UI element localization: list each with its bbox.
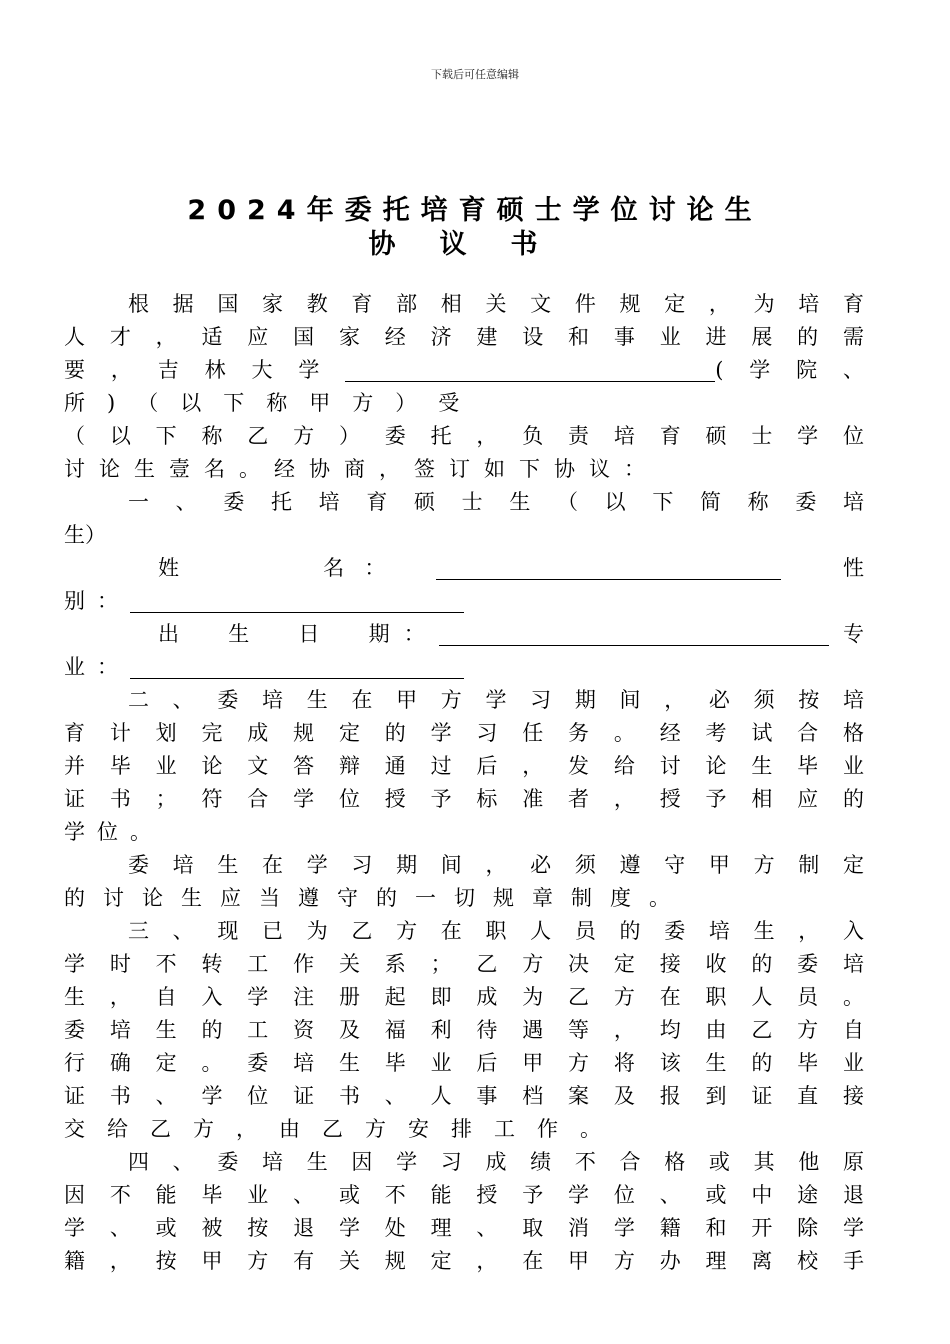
college-blank [345,359,715,382]
birth-label: 出 生 日 期： [158,622,439,646]
gender-label: 性 [843,556,865,580]
text-line: 所)（以下称甲方）受 [64,391,482,415]
text-line [64,651,864,684]
text-line: 证书、学位证书、人事档案及报到证直接 [64,1084,864,1108]
document-subtitle: 协议书 [368,229,582,260]
text-line: 委培生的工资及福利待遇等，均由乙方自 [64,1018,864,1042]
text-line: 四、委培生因学习成绩不合格或其他原 [128,1150,864,1174]
text-line: 学时不转工作关系；乙方决定接收的委培 [64,952,864,976]
text-line: 生） [64,523,106,547]
gender-blank [130,590,464,613]
birth-blank [439,623,829,646]
text-line: 并毕业论文答辩通过后，发给讨论生毕业 [64,754,864,778]
text-line: 委培生在学习期间，必须遵守甲方制定 [128,853,864,877]
text-line: 交给乙方，由乙方安排工作。 [64,1117,623,1141]
agreement-body [64,288,864,1278]
text-line: 行确定。委培生毕业后甲方将该生的毕业 [64,1051,864,1075]
text-line: 讨论生壹名。经协商，签订如下协议： [64,457,659,481]
text-line: 一、委托培育硕士生（以下简称委培 [128,490,864,514]
page-header-note: 下载后可任意编辑 [431,68,519,81]
name-blank [436,557,781,580]
text-line: 三、现已为乙方在职人员的委培生，入 [128,919,864,943]
text-line [64,585,864,618]
document-title: 2024年委托培育硕士学位讨论生 [187,195,763,226]
text-line: 的讨论生应当遵守的一切规章制度。 [64,886,688,910]
text-line [64,618,864,651]
name-label: 姓 名： [158,556,396,580]
text-line: 因不能毕业、或不能授予学位、或中途退 [64,1183,864,1207]
major-label-cont: 业： [64,655,130,679]
text-line [64,354,864,387]
text-line: 人才，适应国家经济建设和事业进展的需 [64,325,864,349]
text-line: 生，自入学注册起即成为乙方在职人员。 [64,985,864,1009]
text-line [64,552,864,585]
gender-label-cont: 别： [64,589,130,613]
text-line: 学位。 [64,820,163,844]
text-fragment: (学院、 [715,358,864,382]
text-line: 二、委培生在甲方学习期间，必须按培 [128,688,864,712]
text-line: （以下称乙方）委托，负责培育硕士学位 [64,424,864,448]
text-line: 育计划完成规定的学习任务。经考试合格 [64,721,864,745]
text-line: 籍，按甲方有关规定，在甲方办理离校手 [64,1249,864,1273]
text-line: 证书；符合学位授予标准者，授予相应的 [64,787,864,811]
text-line: 根据国家教育部相关文件规定，为培育 [128,292,864,316]
major-label: 专 [828,622,865,646]
major-blank [130,656,464,679]
text-fragment: 要，吉林大学 [64,358,346,382]
text-line: 学、或被按退学处理、取消学籍和开除学 [64,1216,864,1240]
